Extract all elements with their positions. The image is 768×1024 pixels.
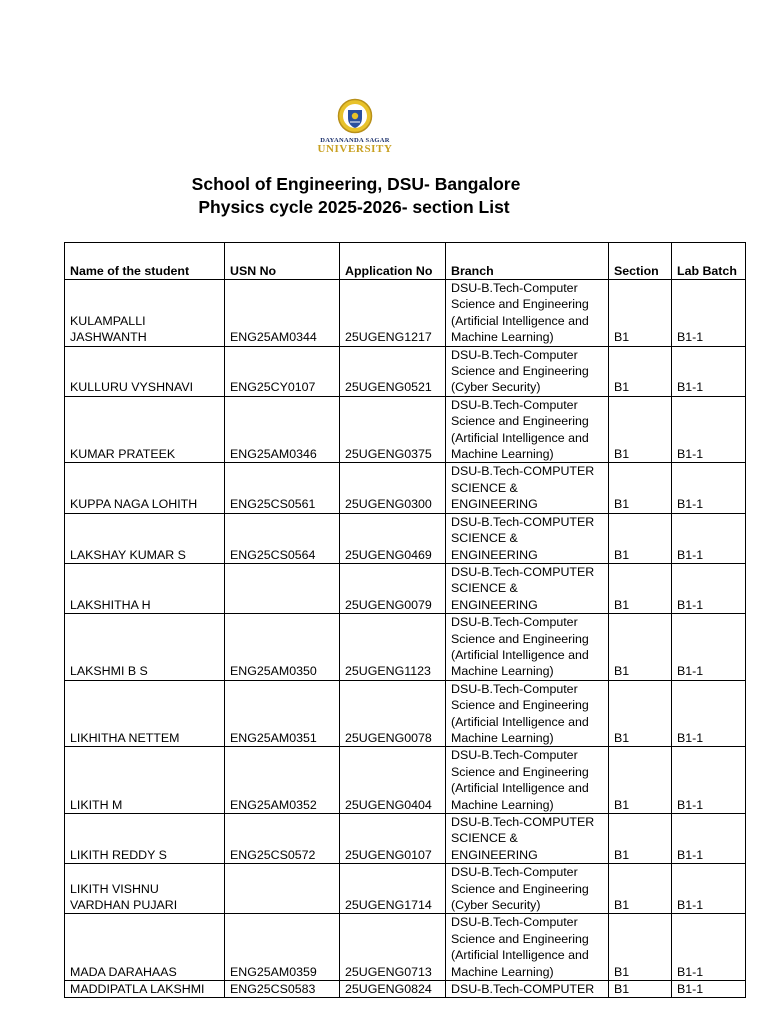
cell-section: B1	[609, 513, 672, 563]
cell-section: B1	[609, 463, 672, 513]
column-header-lab-batch: Lab Batch	[672, 243, 746, 280]
cell-application-no: 25UGENG0300	[340, 463, 446, 513]
cell-lab-batch: B1-1	[672, 346, 746, 396]
cell-application-no: 25UGENG0079	[340, 563, 446, 613]
cell-branch: DSU-B.Tech-COMPUTER SCIENCE & ENGINEERING	[446, 563, 609, 613]
cell-usn: ENG25CS0583	[225, 981, 340, 998]
table-row	[65, 513, 746, 563]
cell-application-no: 25UGENG0521	[340, 346, 446, 396]
cell-student-name: LAKSHMI B S	[65, 614, 225, 681]
cell-section: B1	[609, 563, 672, 613]
cell-usn: ENG25AM0350	[225, 614, 340, 681]
cell-branch: DSU-B.Tech-COMPUTER SCIENCE & ENGINEERING	[446, 463, 609, 513]
cell-application-no: 25UGENG0404	[340, 747, 446, 814]
cell-student-name: MADA DARAHAAS	[65, 914, 225, 981]
cell-lab-batch: B1-1	[672, 864, 746, 914]
cell-branch: DSU-B.Tech-COMPUTER	[446, 981, 609, 998]
university-seal-icon	[337, 98, 373, 136]
cell-branch: DSU-B.Tech-Computer Science and Engineering (Artificial Intelligence and Machine Learning)	[446, 914, 609, 981]
cell-student-name: KULLURU VYSHNAVI	[65, 346, 225, 396]
column-header-branch: Branch	[446, 243, 609, 280]
table-header-row	[65, 243, 746, 280]
table-row	[65, 864, 746, 914]
cell-application-no: 25UGENG0713	[340, 914, 446, 981]
cell-application-no: 25UGENG0824	[340, 981, 446, 998]
logo-text-line1: DAYANANDA SAGAR	[320, 137, 390, 144]
cell-section: B1	[609, 346, 672, 396]
cell-application-no: 25UGENG1714	[340, 864, 446, 914]
table-row	[65, 563, 746, 613]
cell-student-name: KUMAR PRATEEK	[65, 396, 225, 463]
cell-branch: DSU-B.Tech-Computer Science and Engineering (Artificial Intelligence and Machine Learning)	[446, 280, 609, 347]
cell-usn: ENG25AM0359	[225, 914, 340, 981]
table-row	[65, 814, 746, 864]
column-header-section: Section	[609, 243, 672, 280]
cell-section: B1	[609, 396, 672, 463]
cell-lab-batch: B1-1	[672, 981, 746, 998]
cell-lab-batch: B1-1	[672, 680, 746, 747]
table-row	[65, 680, 746, 747]
cell-usn: ENG25AM0352	[225, 747, 340, 814]
table-row	[65, 614, 746, 681]
cell-application-no: 25UGENG0375	[340, 396, 446, 463]
column-header-name: Name of the student	[65, 243, 225, 280]
logo-text-line2: UNIVERSITY	[317, 143, 393, 155]
cell-branch: DSU-B.Tech-Computer Science and Engineering (Artificial Intelligence and Machine Learning)	[446, 396, 609, 463]
cell-lab-batch: B1-1	[672, 563, 746, 613]
table-row	[65, 914, 746, 981]
cell-usn	[225, 864, 340, 914]
cell-student-name: LIKITH VISHNU VARDHAN PUJARI	[65, 864, 225, 914]
cell-application-no: 25UGENG1123	[340, 614, 446, 681]
cell-section: B1	[609, 680, 672, 747]
cell-usn: ENG25CS0572	[225, 814, 340, 864]
cell-usn: ENG25CS0564	[225, 513, 340, 563]
cell-section: B1	[609, 814, 672, 864]
cell-usn: ENG25CS0561	[225, 463, 340, 513]
cell-branch: DSU-B.Tech-Computer Science and Engineering (Cyber Security)	[446, 864, 609, 914]
student-section-table	[64, 242, 746, 998]
cell-section: B1	[609, 614, 672, 681]
cell-branch: DSU-B.Tech-COMPUTER SCIENCE & ENGINEERING	[446, 513, 609, 563]
cell-student-name: LAKSHITHA H	[65, 563, 225, 613]
table-row	[65, 346, 746, 396]
cell-usn: ENG25CY0107	[225, 346, 340, 396]
cell-lab-batch: B1-1	[672, 463, 746, 513]
cell-application-no: 25UGENG0107	[340, 814, 446, 864]
cell-application-no: 25UGENG1217	[340, 280, 446, 347]
cell-student-name: MADDIPATLA LAKSHMI	[65, 981, 225, 998]
cell-student-name: LIKITH M	[65, 747, 225, 814]
cell-lab-batch: B1-1	[672, 513, 746, 563]
cell-lab-batch: B1-1	[672, 747, 746, 814]
cell-section: B1	[609, 981, 672, 998]
cell-student-name: KULAMPALLI JASHWANTH	[65, 280, 225, 347]
cell-student-name: LIKHITHA NETTEM	[65, 680, 225, 747]
table-row	[65, 747, 746, 814]
cell-usn	[225, 563, 340, 613]
cell-section: B1	[609, 280, 672, 347]
cell-student-name: KUPPA NAGA LOHITH	[65, 463, 225, 513]
cell-section: B1	[609, 864, 672, 914]
cell-student-name: LAKSHAY KUMAR S	[65, 513, 225, 563]
page-title: School of Engineering, DSU- Bangalore	[191, 174, 521, 194]
cell-branch: DSU-B.Tech-COMPUTER SCIENCE & ENGINEERING	[446, 814, 609, 864]
table-row	[65, 981, 746, 998]
cell-application-no: 25UGENG0469	[340, 513, 446, 563]
cell-branch: DSU-B.Tech-Computer Science and Engineering (Artificial Intelligence and Machine Learning)	[446, 747, 609, 814]
cell-usn: ENG25AM0344	[225, 280, 340, 347]
cell-application-no: 25UGENG0078	[340, 680, 446, 747]
cell-branch: DSU-B.Tech-Computer Science and Engineering (Artificial Intelligence and Machine Learning)	[446, 614, 609, 681]
page-subtitle: Physics cycle 2025-2026- section List	[198, 197, 510, 217]
cell-lab-batch: B1-1	[672, 814, 746, 864]
cell-lab-batch: B1-1	[672, 280, 746, 347]
cell-lab-batch: B1-1	[672, 396, 746, 463]
table-row	[65, 280, 746, 347]
cell-branch: DSU-B.Tech-Computer Science and Engineering (Artificial Intelligence and Machine Learning)	[446, 680, 609, 747]
cell-student-name: LIKITH REDDY S	[65, 814, 225, 864]
cell-branch: DSU-B.Tech-Computer Science and Engineering (Cyber Security)	[446, 346, 609, 396]
column-header-usn: USN No	[225, 243, 340, 280]
cell-section: B1	[609, 914, 672, 981]
cell-usn: ENG25AM0351	[225, 680, 340, 747]
cell-usn: ENG25AM0346	[225, 396, 340, 463]
table-row	[65, 463, 746, 513]
cell-section: B1	[609, 747, 672, 814]
university-logo	[309, 98, 401, 162]
table-row	[65, 396, 746, 463]
column-header-application-no: Application No	[340, 243, 446, 280]
cell-lab-batch: B1-1	[672, 614, 746, 681]
cell-lab-batch: B1-1	[672, 914, 746, 981]
